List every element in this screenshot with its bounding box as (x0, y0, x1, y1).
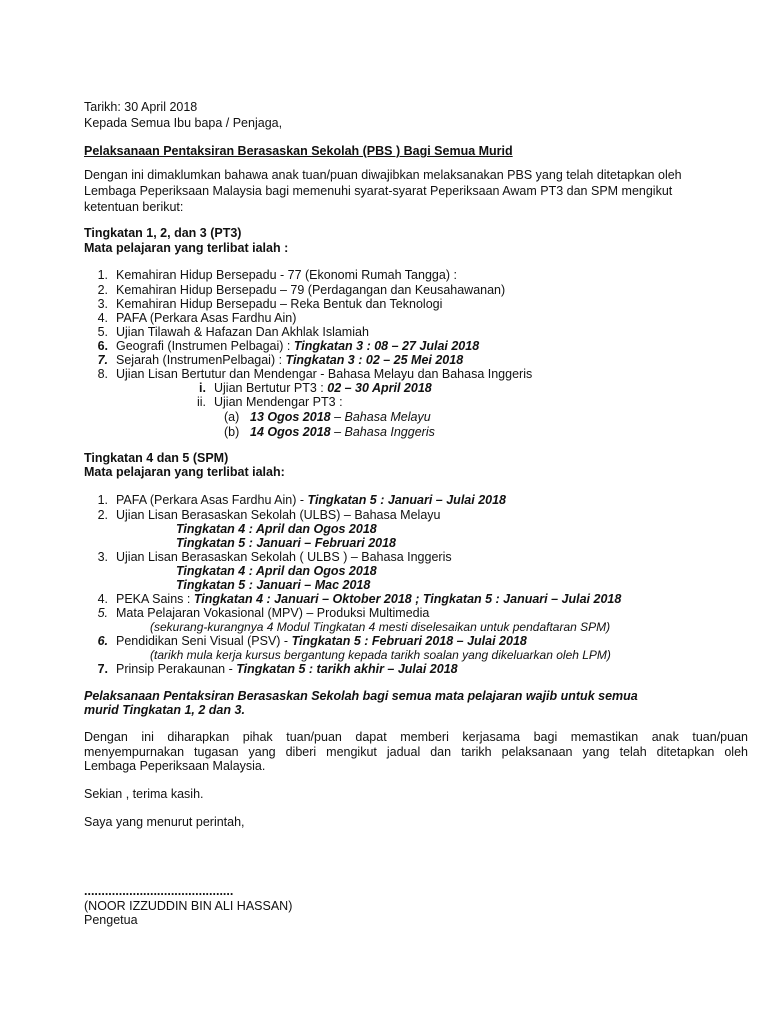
pt3-subitem-a: (a) 13 Ogos 2018 – Bahasa Melayu (224, 410, 431, 424)
spm-item: 5. Mata Pelajaran Vokasional (MPV) – Produksi Multimedia (97, 606, 430, 620)
letter-subject: Pelaksanaan Pentaksiran Berasaskan Sekolah (PBS ) Bagi Semua Murid (84, 144, 513, 158)
spm-subheading: Mata pelajaran yang terlibat ialah: (84, 465, 285, 479)
pt3-subheading: Mata pelajaran yang terlibat ialah : (84, 241, 289, 255)
spm-item: 3. Ujian Lisan Berasaskan Sekolah ( ULBS ) – Bahasa Inggeris (97, 550, 452, 564)
pt3-item: 5. Ujian Tilawah & Hafazan Dan Akhlak Islamiah (97, 325, 369, 339)
request-line-1: Dengan ini diharapkan pihak tuan/puan dapat memberi kerjasama bagi memastikan anak tuan/puan (84, 730, 748, 744)
closing-note-line-1: Pelaksanaan Pentaksiran Berasaskan Sekolah bagi semua mata pelajaran wajib untuk semua (84, 689, 638, 703)
spm-item-date: Tingkatan 4 : April dan Ogos 2018 (176, 564, 377, 578)
letter-date: Tarikh: 30 April 2018 (84, 100, 198, 114)
thanks-line: Sekian , terima kasih. (84, 787, 204, 801)
intro-line-1: Dengan ini dimaklumkan bahawa anak tuan/puan diwajibkan melaksanakan PBS yang telah ditetapkan oleh (84, 168, 682, 182)
intro-line-2: Lembaga Peperiksaan Malaysia bagi memenuhi syarat-syarat Peperiksaan Awam PT3 dan SPM mengikut (84, 184, 673, 198)
pt3-subitem-ii: ii. Ujian Mendengar PT3 : (196, 395, 343, 409)
request-line-3: Lembaga Peperiksaan Malaysia. (84, 759, 266, 773)
pt3-heading: Tingkatan 1, 2, dan 3 (PT3) (84, 226, 242, 240)
pt3-item: 8. Ujian Lisan Bertutur dan Mendengar - Bahasa Melayu dan Bahasa Inggeris (97, 367, 533, 381)
request-line-2: menyempurnakan tugasan yang diberi mengikut jadual dan tarikh pelaksanaan yang telah ditetapkan oleh (84, 745, 748, 759)
pt3-item: 2. Kemahiran Hidup Bersepadu – 79 (Perdagangan dan Keusahawanan) (97, 283, 506, 297)
spm-item-date: Tingkatan 5 : Januari – Februari 2018 (176, 536, 396, 550)
pt3-item: 4. PAFA (Perkara Asas Fardhu Ain) (97, 311, 297, 325)
closing-note-line-2: murid Tingkatan 1, 2 dan 3. (84, 703, 245, 717)
intro-line-3: ketentuan berikut: (84, 200, 184, 214)
pt3-item: 6. Geografi (Instrumen Pelbagai) : Tingkatan 3 : 08 – 27 Julai 2018 (97, 339, 480, 353)
pt3-subitem-b: (b) 14 Ogos 2018 – Bahasa Inggeris (224, 425, 435, 439)
spm-item-date: Tingkatan 5 : Januari – Mac 2018 (176, 578, 371, 592)
signatory-title: Pengetua (84, 913, 138, 927)
spm-item: 7. Prinsip Perakaunan - Tingkatan 5 : tarikh akhir – Julai 2018 (97, 662, 458, 676)
spm-item: 2. Ujian Lisan Berasaskan Sekolah (ULBS) – Bahasa Melayu (97, 508, 441, 522)
pt3-item: 7. Sejarah (InstrumenPelbagai) : Tingkatan 3 : 02 – 25 Mei 2018 (97, 353, 464, 367)
spm-item-note: (tarikh mula kerja kursus bergantung kepada tarikh soalan yang dikeluarkan oleh LPM) (150, 648, 611, 662)
pt3-item: 1. Kemahiran Hidup Bersepadu - 77 (Ekonomi Rumah Tangga) : (97, 268, 457, 282)
spm-item-note: (sekurang-kurangnya 4 Modul Tingkatan 4 mesti diselesaikan untuk pendaftaran SPM) (150, 620, 611, 634)
pt3-subitem-i: i. Ujian Bertutur PT3 : 02 – 30 April 2018 (199, 381, 432, 395)
signatory-name: (NOOR IZZUDDIN BIN ALI HASSAN) (84, 899, 293, 913)
spm-item: 1. PAFA (Perkara Asas Fardhu Ain) - Tingkatan 5 : Januari – Julai 2018 (97, 493, 506, 507)
spm-item: 4. PEKA Sains : Tingkatan 4 : Januari – Oktober 2018 ; Tingkatan 5 : Januari – Julai 2018 (97, 592, 622, 606)
spm-heading: Tingkatan 4 dan 5 (SPM) (84, 451, 229, 465)
pt3-item: 3. Kemahiran Hidup Bersepadu – Reka Bentuk dan Teknologi (97, 297, 443, 311)
letter-salutation: Kepada Semua Ibu bapa / Penjaga, (84, 116, 283, 130)
spm-item: 6. Pendidikan Seni Visual (PSV) - Tingkatan 5 : Februari 2018 – Julai 2018 (97, 634, 527, 648)
signature-dots: ........................................... (84, 884, 234, 898)
spm-item-date: Tingkatan 4 : April dan Ogos 2018 (176, 522, 377, 536)
sign-off-line: Saya yang menurut perintah, (84, 815, 245, 829)
